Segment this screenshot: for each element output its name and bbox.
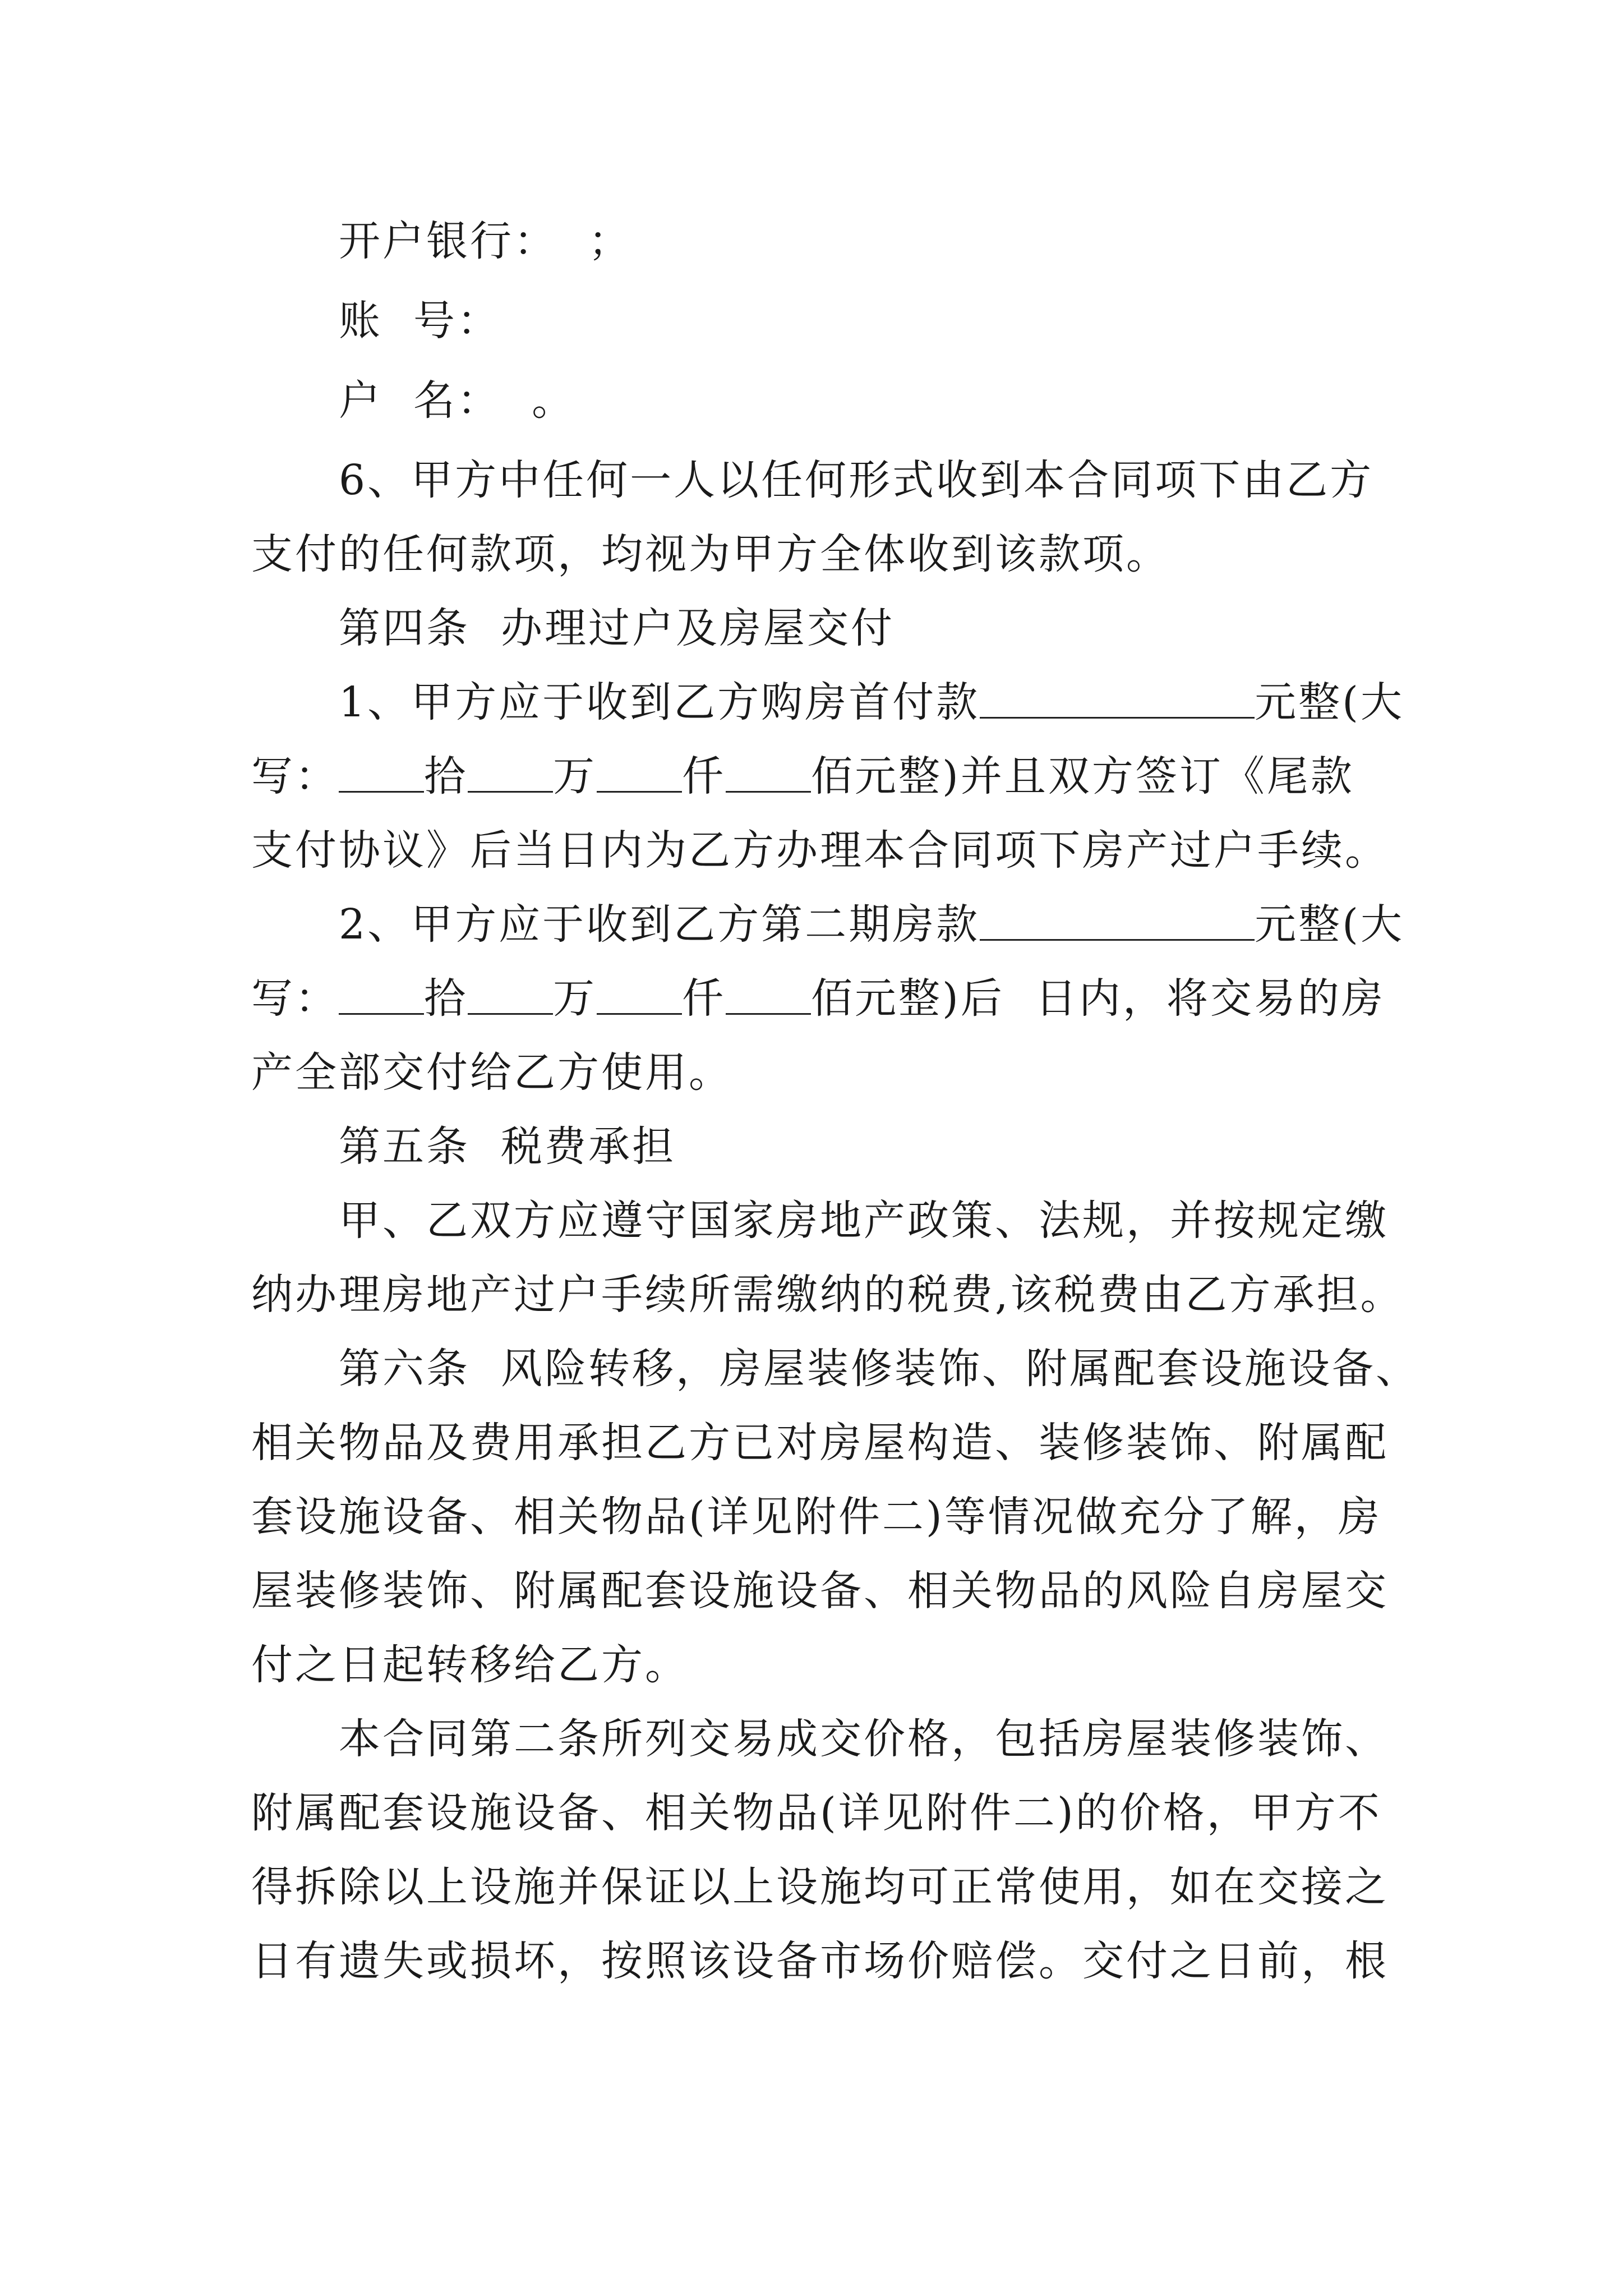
amount-blank (980, 674, 1255, 719)
digit-blank (726, 748, 811, 793)
text-segment: 仟 (682, 752, 726, 800)
text-segment: 写： (251, 974, 339, 1023)
digit-blank (339, 970, 424, 1015)
paragraph2-line-1: 本合同第二条所列交易成交价格，包括房屋装修装饰、 (339, 1715, 1389, 1763)
text-segment: 佰元整)后 日内，将交易的房 (811, 974, 1385, 1023)
digit-blank (468, 748, 553, 793)
text-segment: 佰元整)并且双方签订《尾款 (811, 752, 1354, 800)
article5-line-2: 纳办理房地产过户手续所需缴纳的税费,该税费由乙方承担。 (251, 1271, 1404, 1319)
clause6-line-1: 6、甲方中任何一人以任何形式收到本合同项下由乙方 (339, 456, 1374, 504)
text-segment: 1、甲方应于收到乙方购房首付款 (339, 678, 980, 726)
text-segment: 仟 (682, 974, 726, 1023)
text-segment: 拾 (424, 752, 468, 800)
article6-line-3: 套设施设备、相关物品(详见附件二)等情况做充分了解，房 (251, 1493, 1382, 1541)
article6-line-5: 付之日起转移给乙方。 (251, 1641, 689, 1689)
digit-blank (597, 748, 682, 793)
account-line: 账 号： (339, 297, 501, 345)
paragraph2-line-4: 日有遗失或损坏，按照该设备市场价赔偿。交付之日前，根 (251, 1937, 1389, 1985)
text-segment: 2、甲方应于收到乙方第二期房款 (339, 900, 980, 949)
bank-line: 开户银行： ； (339, 217, 633, 265)
text-segment: 元整(大 (1255, 900, 1404, 949)
holder-line: 户 名： 。 (339, 376, 576, 425)
article4-item2-line-1 (339, 896, 1477, 953)
article6-line-1: 第六条 风险转移，房屋装修装饰、附属配套设施设备、 (339, 1345, 1420, 1393)
paragraph2-line-2: 附属配套设施设备、相关物品(详见附件二)的价格，甲方不 (251, 1789, 1382, 1837)
article4-title: 第四条 办理过户及房屋交付 (339, 604, 895, 652)
article5-line-1: 甲、乙双方应遵守国家房地产政策、法规，并按规定缴 (339, 1197, 1389, 1245)
text-segment: 万 (553, 752, 597, 800)
paragraph2-line-3: 得拆除以上设施并保证以上设施均可正常使用，如在交接之 (251, 1863, 1389, 1911)
digit-blank (339, 748, 424, 793)
text-segment: 写： (251, 752, 339, 800)
article4-item1-line-2 (251, 748, 1390, 804)
text-segment: 万 (553, 974, 597, 1023)
article6-line-2: 相关物品及费用承担乙方已对房屋构造、装修装饰、附属配 (251, 1419, 1389, 1467)
text-segment: 元整(大 (1255, 678, 1404, 726)
digit-blank (468, 970, 553, 1015)
article4-item2-line-3: 产全部交付给乙方使用。 (251, 1048, 732, 1097)
digit-blank (597, 970, 682, 1015)
text-segment: 拾 (424, 974, 468, 1023)
article4-item2-line-2 (251, 970, 1390, 1027)
clause6-line-2: 支付的任何款项，均视为甲方全体收到该款项。 (251, 530, 1170, 578)
digit-blank (726, 970, 811, 1015)
article4-item1-line-3: 支付协议》后当日内为乙方办理本合同项下房产过户手续。 (251, 826, 1389, 875)
article4-item1-line-1 (339, 674, 1477, 730)
amount-blank (980, 896, 1255, 941)
article6-line-4: 屋装修装饰、附属配套设施设备、相关物品的风险自房屋交 (251, 1567, 1389, 1615)
article5-title: 第五条 税费承担 (339, 1122, 676, 1171)
